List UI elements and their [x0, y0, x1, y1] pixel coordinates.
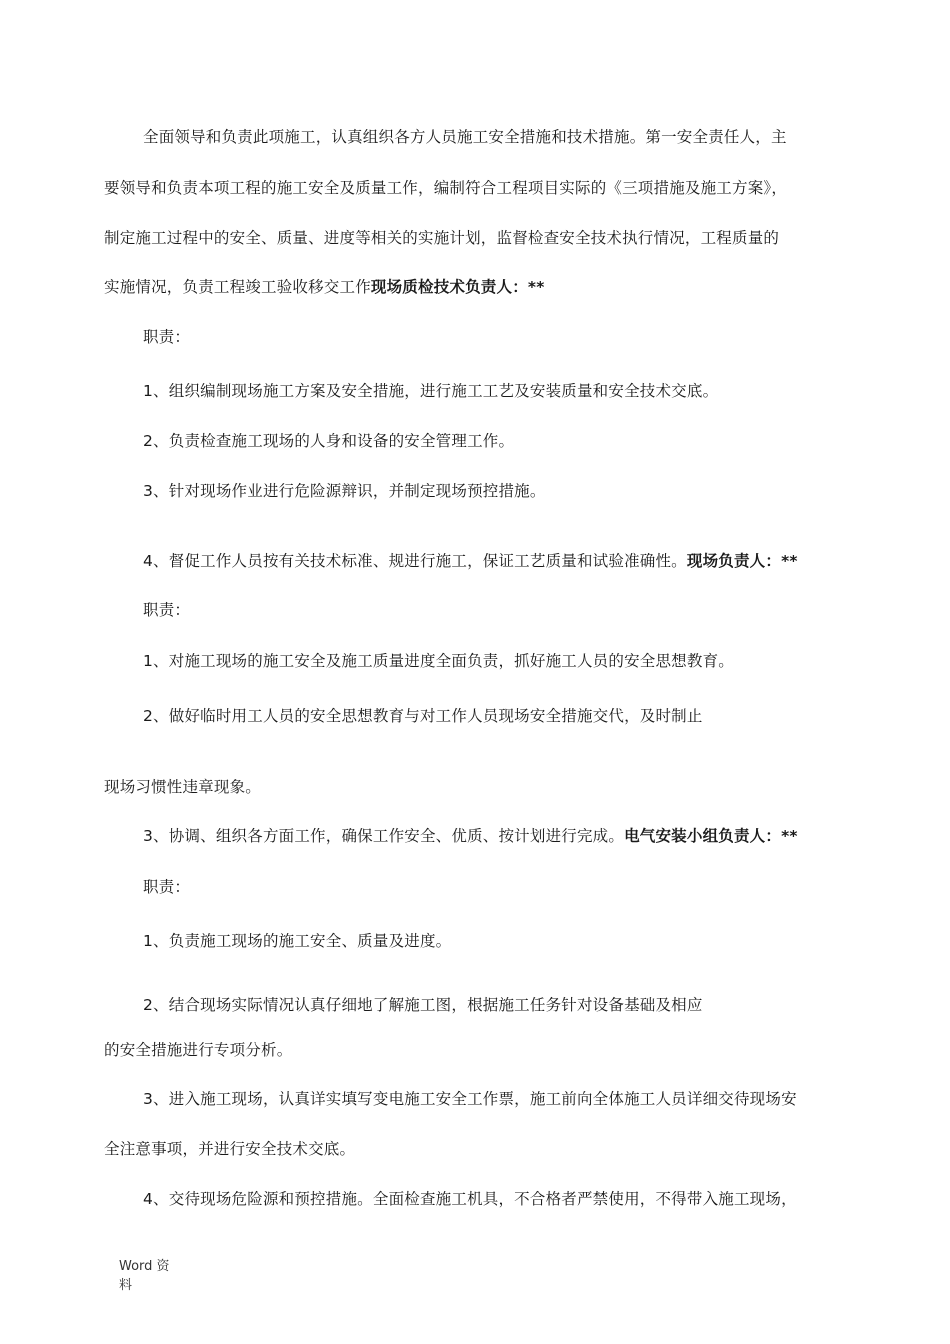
role-heading: 电气安装小组负责人：**	[624, 827, 798, 845]
role-heading: 现场质检技术负责人：**	[370, 278, 545, 296]
role-heading: 现场负责人：**	[686, 552, 798, 570]
paragraph-line: 实施情况，负责工程竣工验收移交工作现场质检技术负责人：**	[104, 278, 545, 296]
duties-label: 职责：	[143, 878, 191, 896]
page-footer	[119, 1257, 170, 1295]
list-item: 4、督促工作人员按有关技术标准、规进行施工，保证工艺质量和试验准确性。现场负责人：**	[143, 552, 798, 570]
list-item: 2、做好临时用工人员的安全思想教育与对工作人员现场安全措施交代，及时制止	[143, 707, 703, 725]
list-item: 3、针对现场作业进行危险源辩识，并制定现场预控措施。	[143, 482, 546, 500]
duties-label: 职责：	[143, 601, 191, 619]
list-item: 1、对施工现场的施工安全及施工质量进度全面负责，抓好施工人员的安全思想教育。	[143, 652, 734, 670]
paragraph-line: 全注意事项，并进行安全技术交底。	[104, 1140, 356, 1158]
list-item: 3、进入施工现场，认真详实填写变电施工安全工作票，施工前向全体施工人员详细交待现场安	[143, 1090, 797, 1108]
list-item: 2、结合现场实际情况认真仔细地了解施工图，根据施工任务针对设备基础及相应	[143, 996, 703, 1014]
list-item: 2、负责检查施工现场的人身和设备的安全管理工作。	[143, 432, 515, 450]
footer-line: Word 资	[119, 1259, 170, 1274]
list-item: 1、负责施工现场的施工安全、质量及进度。	[143, 932, 452, 950]
paragraph-line: 要领导和负责本项工程的施工安全及质量工作，编制符合工程项目实际的《三项措施及施工方案》，	[104, 179, 788, 197]
footer-line: 料	[119, 1278, 133, 1293]
paragraph-line: 现场习惯性违章现象。	[104, 778, 262, 796]
list-item: 4、交待现场危险源和预控措施。全面检查施工机具，不合格者严禁使用，不得带入施工现场，	[143, 1190, 797, 1208]
list-item: 3、协调、组织各方面工作，确保工作安全、优质、按计划进行完成。电气安装小组负责人：**	[143, 827, 798, 845]
paragraph-line: 制定施工过程中的安全、质量、进度等相关的实施计划，监督检查安全技术执行情况，工程质量的	[104, 229, 780, 247]
paragraph-line: 全面领导和负责此项施工，认真组织各方人员施工安全措施和技术措施。第一安全责任人，主	[143, 128, 787, 146]
list-item: 1、组织编制现场施工方案及安全措施，进行施工工艺及安装质量和安全技术交底。	[143, 382, 719, 400]
paragraph-line: 的安全措施进行专项分析。	[104, 1041, 293, 1059]
duties-label: 职责：	[143, 328, 191, 346]
